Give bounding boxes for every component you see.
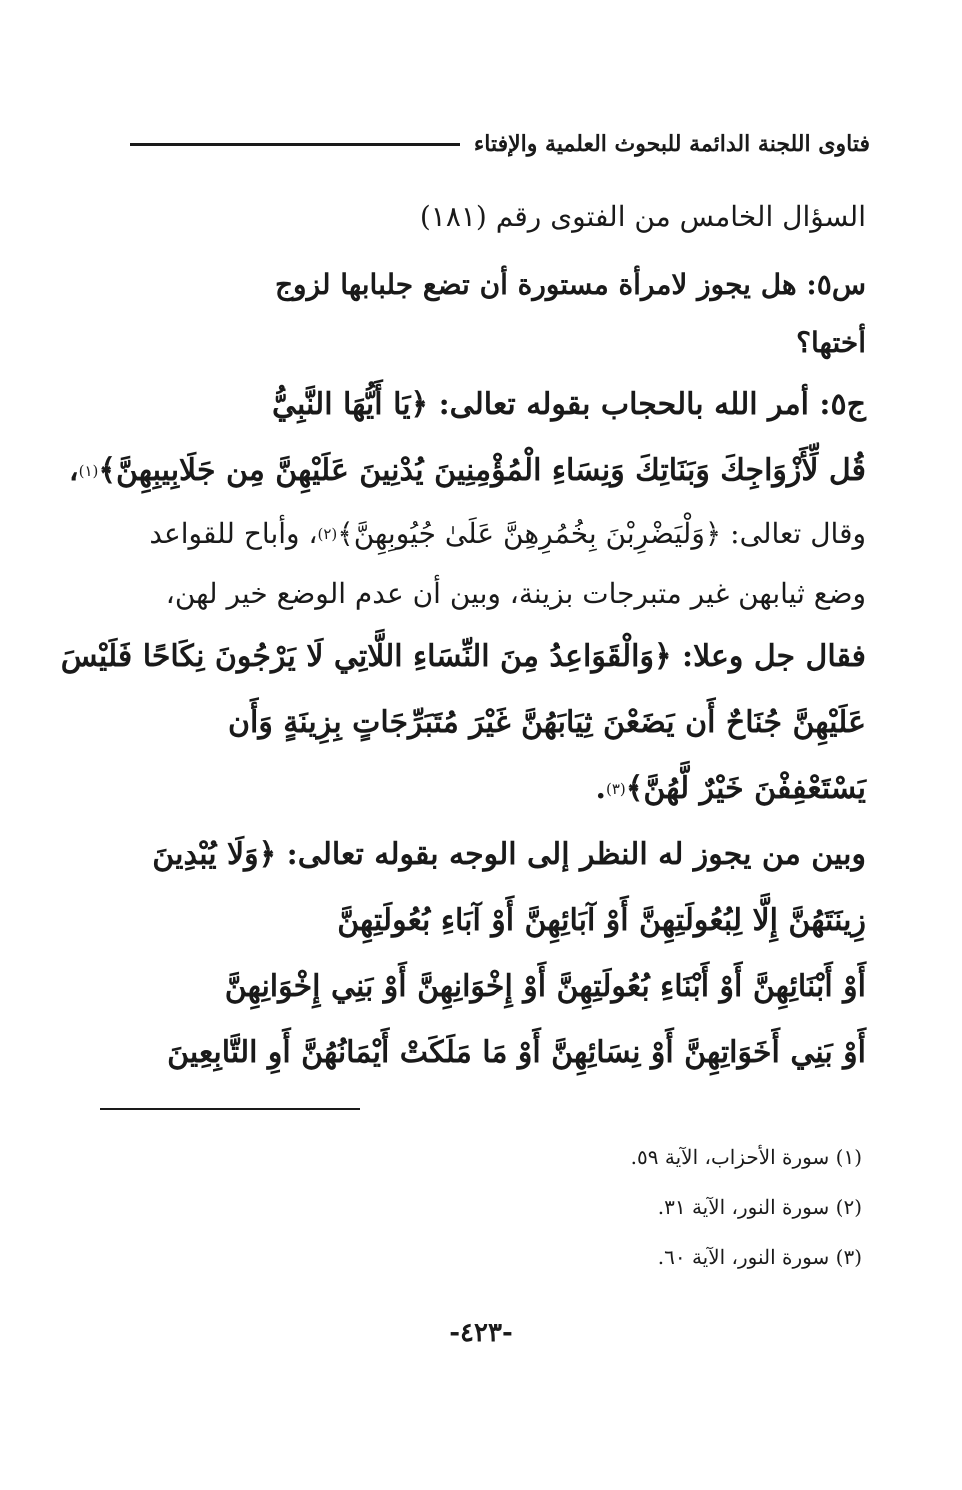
punctuation-3: . <box>595 771 606 806</box>
question-heading <box>126 188 866 246</box>
quran-verse-3-end: يَسْتَعْفِفْنَ خَيْرٌ لَّهُنَّ﴾ <box>625 771 866 806</box>
footnote-divider <box>100 1108 360 1110</box>
question-heading-text: السؤال الخامس من الفتوى رقم (١٨١) <box>419 200 866 234</box>
answer-text-5: فقال جل وعلا: ﴿وَالْقَوَاعِدُ مِنَ النِّسَاءِ اللَّاتِي لَا يَرْجُونَ نِكَاحًا فَلَيْسَ <box>60 639 866 674</box>
quran-verse-4c: أَوْ بَنِي أَخَوَاتِهِنَّ أَوْ نِسَائِهِنَّ أَوْ مَا مَلَكَتْ أَيْمَانُهُنَّ أَوِ التَّابِعِينَ <box>167 1035 866 1070</box>
footnotes <box>362 1132 862 1282</box>
main-text <box>60 188 866 1086</box>
footnote-ref-1: (١) <box>78 462 99 480</box>
question-text-1: س٥: هل يجوز لامرأة مستورة أن تضع جلبابها لزوج <box>274 268 866 302</box>
footnote-3: (٣) سورة النور، الآية ٦٠. <box>657 1245 862 1269</box>
quran-verse-4b: أَوْ أَبْنَائِهِنَّ أَوْ أَبْنَاءِ بُعُولَتِهِنَّ أَوْ إِخْوَانِهِنَّ أَوْ بَنِي إِخْوَانِهِنَّ <box>224 969 866 1004</box>
answer-line-2 <box>68 438 866 504</box>
answer-text-3a: وقال تعالى: ﴿وَلْيَضْرِبْنَ بِخُمُرِهِنَّ عَلَىٰ جُيُوبِهِنَّ﴾ <box>337 517 866 551</box>
quran-verse-1: قُل لِّأَزْوَاجِكَ وَبَنَاتِكَ وَنِسَاءِ الْمُؤْمِنِينَ يُدْنِينَ عَلَيْهِنَّ مِن جَلَابِيبِهِنَّ﴾ <box>98 453 866 488</box>
answer-line-7 <box>126 756 866 822</box>
punctuation-1: ، <box>68 453 79 488</box>
answer-text-1: ج٥: أمر الله بالحجاب بقوله تعالى: ﴿يَا أَيُّهَا النَّبِيُّ <box>271 387 866 422</box>
footnote-2: (٢) سورة النور، الآية ٣١. <box>657 1195 862 1219</box>
question-line-1 <box>126 256 866 314</box>
question-text-2: أختها؟ <box>796 326 866 360</box>
header-rule <box>130 143 460 146</box>
answer-line-3 <box>126 504 866 564</box>
quran-verse-3: عَلَيْهِنَّ جُنَاحٌ أَن يَضَعْنَ ثِيَابَهُنَّ غَيْرَ مُتَبَرِّجَاتٍ بِزِينَةٍ وَأَن <box>228 705 866 740</box>
answer-line-10 <box>126 954 866 1020</box>
answer-line-8 <box>126 822 866 888</box>
answer-line-9 <box>126 888 866 954</box>
header-title: فتاوى اللجنة الدائمة للبحوث العلمية والإفتاء <box>473 131 870 157</box>
answer-text-8: وبين من يجوز له النظر إلى الوجه بقوله تعالى: ﴿وَلَا يُبْدِينَ <box>152 837 866 872</box>
answer-line-4 <box>126 564 866 624</box>
running-header <box>130 122 870 166</box>
answer-line-6 <box>126 690 866 756</box>
footnote-ref-2: (٢) <box>317 525 338 543</box>
footnote-1: (١) سورة الأحزاب، الآية ٥٩. <box>630 1145 862 1169</box>
footnote-ref-3: (٣) <box>605 780 626 798</box>
answer-text-4: وضع ثيابهن غير متبرجات بزينة، وبين أن عدم الوضع خير لهن، <box>165 577 866 611</box>
page-number: -٤٢٣- <box>449 1318 513 1348</box>
question-line-2 <box>126 314 866 372</box>
answer-line-11 <box>126 1020 866 1086</box>
answer-text-3b: ، وأباح للقواعد <box>149 517 318 551</box>
answer-line-1 <box>126 372 866 438</box>
quran-verse-4a: زِينَتَهُنَّ إِلَّا لِبُعُولَتِهِنَّ أَوْ آبَائِهِنَّ أَوْ آبَاءِ بُعُولَتِهِنَّ <box>337 903 866 938</box>
answer-line-5 <box>60 624 866 690</box>
